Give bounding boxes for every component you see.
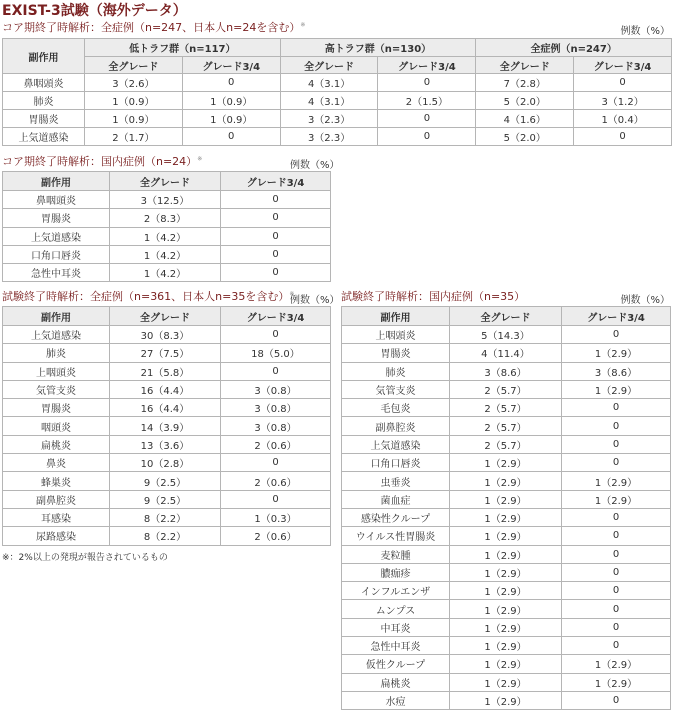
cell-value: 30（8.3）	[110, 326, 221, 344]
adverse-reaction-name: 肺炎	[3, 92, 85, 110]
cell-value: 2（0.6）	[221, 527, 331, 545]
adverse-reaction-name: 毛包炎	[342, 399, 450, 417]
cell-value: 0	[221, 490, 331, 508]
cell-value: 0	[221, 326, 331, 344]
cell-value: 3（8.6）	[562, 362, 671, 380]
col-header: 副作用	[3, 307, 110, 326]
cell-value: 0	[562, 454, 671, 472]
cell-value: 0	[378, 110, 476, 128]
table-row	[3, 490, 331, 508]
cell-value: 1（0.9）	[182, 110, 280, 128]
adverse-reaction-name: 胃腸炎	[3, 110, 85, 128]
cell-value: 13（3.6）	[110, 435, 221, 453]
cell-value: 1（2.9）	[450, 527, 562, 545]
adverse-reaction-name: 扁桃炎	[3, 435, 110, 453]
sub-col-header: グレード3/4	[182, 57, 280, 74]
table-row	[342, 362, 671, 380]
adverse-reaction-name: 上咽頭炎	[3, 362, 110, 380]
cell-value: 4（3.1）	[280, 74, 378, 92]
cell-value: 1（2.9）	[562, 344, 671, 362]
table-core-domestic	[2, 171, 331, 282]
table-row	[342, 618, 671, 636]
table-row	[342, 380, 671, 398]
cell-value: 1（2.9）	[450, 637, 562, 655]
table-row	[3, 344, 331, 362]
sub-col-header: 全グレード	[476, 57, 574, 74]
col-header: グレード3/4	[562, 307, 671, 326]
col-header-adverse-reaction: 副作用	[3, 39, 85, 74]
section3-label	[2, 288, 294, 304]
table-row	[3, 508, 331, 526]
adverse-reaction-name: ムンプス	[342, 600, 450, 618]
cell-value: 0	[221, 264, 331, 282]
table-row	[3, 227, 331, 245]
table-row	[3, 472, 331, 490]
table-row	[342, 637, 671, 655]
table-row	[3, 110, 672, 128]
adverse-reaction-name: インフルエンザ	[342, 582, 450, 600]
cell-value: 1（2.9）	[562, 673, 671, 691]
cell-value: 5（2.0）	[476, 128, 574, 146]
cell-value: 0	[562, 563, 671, 581]
cell-value: 1（0.9）	[182, 92, 280, 110]
cell-value: 0	[562, 399, 671, 417]
cell-value: 10（2.8）	[110, 454, 221, 472]
adverse-reaction-name: 扁桃炎	[342, 673, 450, 691]
table-row	[3, 264, 331, 282]
adverse-reaction-name: 耳感染	[3, 508, 110, 526]
section1-mark: ※	[300, 21, 306, 29]
cell-value: 1（2.9）	[450, 563, 562, 581]
cell-value: 5（14.3）	[450, 326, 562, 344]
cell-value: 0	[562, 527, 671, 545]
cell-value: 0	[562, 508, 671, 526]
cell-value: 4（3.1）	[280, 92, 378, 110]
cell-value: 0	[562, 582, 671, 600]
cell-value: 21（5.8）	[110, 362, 221, 380]
table-row	[342, 563, 671, 581]
adverse-reaction-name: 尿路感染	[3, 527, 110, 545]
table-row	[342, 326, 671, 344]
cell-value: 1（2.9）	[562, 472, 671, 490]
table-row	[342, 490, 671, 508]
cell-value: 1（2.9）	[450, 582, 562, 600]
cell-value: 1（2.9）	[450, 545, 562, 563]
cell-value: 3（2.6）	[85, 74, 183, 92]
table-row	[342, 655, 671, 673]
cell-value: 1（2.9）	[562, 655, 671, 673]
table-row	[3, 380, 331, 398]
adverse-reaction-name: 肺炎	[3, 344, 110, 362]
adverse-reaction-name: 口角口唇炎	[342, 454, 450, 472]
group-header-all-cases: 全症例（n=247）	[476, 39, 672, 57]
table-row	[3, 417, 331, 435]
cell-value: 1（2.9）	[450, 490, 562, 508]
section3-mark: ※	[289, 290, 295, 298]
table-row	[3, 209, 331, 227]
table-row	[3, 454, 331, 472]
cell-value: 1（4.2）	[110, 227, 221, 245]
cell-value: 0	[562, 545, 671, 563]
cell-value: 0	[378, 128, 476, 146]
table-row	[342, 600, 671, 618]
table-final-all-cases	[2, 306, 331, 546]
sub-col-header: グレード3/4	[378, 57, 476, 74]
section2-unit: 例数（%）	[290, 160, 340, 171]
cell-value: 1（0.3）	[221, 508, 331, 526]
cell-value: 3（8.6）	[450, 362, 562, 380]
table-row	[3, 527, 331, 545]
cell-value: 27（7.5）	[110, 344, 221, 362]
table-row	[342, 344, 671, 362]
footnote: ※：2%以上の発現が報告されているもの	[2, 553, 168, 563]
page-title: EXIST-3試験（海外データ）	[2, 3, 187, 19]
cell-value: 8（2.2）	[110, 527, 221, 545]
col-header: 副作用	[342, 307, 450, 326]
cell-value: 0	[562, 600, 671, 618]
cell-value: 2（1.7）	[85, 128, 183, 146]
cell-value: 0	[574, 128, 672, 146]
table-row	[342, 472, 671, 490]
adverse-reaction-name: 鼻炎	[3, 454, 110, 472]
cell-value: 0	[182, 128, 280, 146]
section3-label-text: 試験終了時解析：全症例（n=361、日本人n=35を含む）	[2, 290, 290, 303]
table-core-all-cases	[2, 38, 672, 146]
cell-value: 2（1.5）	[378, 92, 476, 110]
col-header: 全グレード	[450, 307, 562, 326]
adverse-reaction-name: 上気道感染	[342, 435, 450, 453]
adverse-reaction-name: 口角口唇炎	[3, 245, 110, 263]
table-row	[342, 454, 671, 472]
cell-value: 5（2.0）	[476, 92, 574, 110]
col-header: 全グレード	[110, 172, 221, 191]
sub-col-header: 全グレード	[280, 57, 378, 74]
adverse-reaction-name: 肺炎	[342, 362, 450, 380]
cell-value: 2（5.7）	[450, 417, 562, 435]
cell-value: 1（2.9）	[562, 380, 671, 398]
adverse-reaction-name: 虫垂炎	[342, 472, 450, 490]
cell-value: 1（0.4）	[574, 110, 672, 128]
col-header: 全グレード	[110, 307, 221, 326]
cell-value: 1（2.9）	[450, 454, 562, 472]
cell-value: 2（8.3）	[110, 209, 221, 227]
cell-value: 0	[182, 74, 280, 92]
section1-label-text: コア期終了時解析：全症例（n=247、日本人n=24を含む）	[2, 21, 301, 34]
adverse-reaction-name: 胃腸炎	[3, 399, 110, 417]
cell-value: 0	[562, 326, 671, 344]
cell-value: 0	[562, 637, 671, 655]
cell-value: 0	[221, 227, 331, 245]
table-row	[3, 191, 331, 209]
adverse-reaction-name: 急性中耳炎	[342, 637, 450, 655]
table-row	[342, 527, 671, 545]
adverse-reaction-name: 上気道感染	[3, 326, 110, 344]
cell-value: 16（4.4）	[110, 399, 221, 417]
table-row	[342, 545, 671, 563]
cell-value: 0	[562, 435, 671, 453]
group-header-high-trough: 高トラフ群（n=130）	[280, 39, 476, 57]
cell-value: 1（2.9）	[450, 472, 562, 490]
cell-value: 2（5.7）	[450, 380, 562, 398]
adverse-reaction-name: 胃腸炎	[3, 209, 110, 227]
cell-value: 3（0.8）	[221, 417, 331, 435]
table-row	[3, 362, 331, 380]
sub-col-header: グレード3/4	[574, 57, 672, 74]
adverse-reaction-name: 上咽頭炎	[342, 326, 450, 344]
cell-value: 2（5.7）	[450, 399, 562, 417]
cell-value: 0	[378, 74, 476, 92]
adverse-reaction-name: 中耳炎	[342, 618, 450, 636]
adverse-reaction-name: 咽頭炎	[3, 417, 110, 435]
adverse-reaction-name: 水痘	[342, 691, 450, 709]
cell-value: 1（2.9）	[562, 490, 671, 508]
sub-col-header: 全グレード	[85, 57, 183, 74]
table-row	[3, 399, 331, 417]
section4-unit: 例数（%）	[620, 295, 670, 306]
cell-value: 0	[562, 417, 671, 435]
cell-value: 0	[221, 454, 331, 472]
adverse-reaction-name: 副鼻腔炎	[3, 490, 110, 508]
table-row	[3, 326, 331, 344]
cell-value: 0	[221, 209, 331, 227]
cell-value: 3（1.2）	[574, 92, 672, 110]
table-row	[3, 245, 331, 263]
adverse-reaction-name: ウイルス性胃腸炎	[342, 527, 450, 545]
section1-unit: 例数（%）	[620, 26, 670, 37]
col-header: 副作用	[3, 172, 110, 191]
adverse-reaction-name: 蜂巣炎	[3, 472, 110, 490]
cell-value: 9（2.5）	[110, 472, 221, 490]
cell-value: 2（5.7）	[450, 435, 562, 453]
cell-value: 0	[221, 245, 331, 263]
cell-value: 2（0.6）	[221, 472, 331, 490]
cell-value: 3（0.8）	[221, 380, 331, 398]
cell-value: 3（12.5）	[110, 191, 221, 209]
cell-value: 4（1.6）	[476, 110, 574, 128]
table-row	[342, 582, 671, 600]
cell-value: 1（2.9）	[450, 691, 562, 709]
cell-value: 2（0.6）	[221, 435, 331, 453]
cell-value: 3（2.3）	[280, 128, 378, 146]
cell-value: 18（5.0）	[221, 344, 331, 362]
cell-value: 9（2.5）	[110, 490, 221, 508]
col-header: グレード3/4	[221, 172, 331, 191]
cell-value: 1（2.9）	[450, 618, 562, 636]
table-row	[342, 399, 671, 417]
adverse-reaction-name: 麦粒腫	[342, 545, 450, 563]
cell-value: 1（0.9）	[85, 110, 183, 128]
cell-value: 1（2.9）	[450, 673, 562, 691]
col-header: グレード3/4	[221, 307, 331, 326]
table-row	[342, 508, 671, 526]
cell-value: 4（11.4）	[450, 344, 562, 362]
adverse-reaction-name: 気管支炎	[342, 380, 450, 398]
cell-value: 0	[562, 691, 671, 709]
adverse-reaction-name: 胃腸炎	[342, 344, 450, 362]
cell-value: 3（0.8）	[221, 399, 331, 417]
table-row	[342, 435, 671, 453]
section1-label	[2, 19, 305, 35]
cell-value: 8（2.2）	[110, 508, 221, 526]
adverse-reaction-name: 鼻咽頭炎	[3, 74, 85, 92]
cell-value: 1（4.2）	[110, 245, 221, 263]
cell-value: 7（2.8）	[476, 74, 574, 92]
cell-value: 1（2.9）	[450, 600, 562, 618]
section2-label-text: コア期終了時解析：国内症例（n=24）	[2, 155, 198, 168]
cell-value: 1（2.9）	[450, 508, 562, 526]
cell-value: 0	[562, 618, 671, 636]
section2-label	[2, 153, 202, 169]
adverse-reaction-name: 上気道感染	[3, 227, 110, 245]
table-row	[342, 673, 671, 691]
cell-value: 1（4.2）	[110, 264, 221, 282]
group-header-low-trough: 低トラフ群（n=117）	[85, 39, 281, 57]
adverse-reaction-name: 急性中耳炎	[3, 264, 110, 282]
table-row	[3, 74, 672, 92]
table-final-domestic	[341, 306, 671, 710]
cell-value: 16（4.4）	[110, 380, 221, 398]
table-row	[3, 435, 331, 453]
adverse-reaction-name: 膿痂疹	[342, 563, 450, 581]
adverse-reaction-name: 副鼻腔炎	[342, 417, 450, 435]
adverse-reaction-name: 感染性クループ	[342, 508, 450, 526]
table-row	[3, 128, 672, 146]
section2-mark: ※	[197, 155, 203, 163]
adverse-reaction-name: 気管支炎	[3, 380, 110, 398]
cell-value: 0	[221, 362, 331, 380]
adverse-reaction-name: 上気道感染	[3, 128, 85, 146]
cell-value: 14（3.9）	[110, 417, 221, 435]
table-row	[3, 92, 672, 110]
adverse-reaction-name: 鼻咽頭炎	[3, 191, 110, 209]
cell-value: 1（2.9）	[450, 655, 562, 673]
cell-value: 0	[574, 74, 672, 92]
section4-label: 試験終了時解析：国内症例（n=35）	[341, 290, 526, 303]
cell-value: 3（2.3）	[280, 110, 378, 128]
cell-value: 1（0.9）	[85, 92, 183, 110]
adverse-reaction-name: 菌血症	[342, 490, 450, 508]
cell-value: 0	[221, 191, 331, 209]
table-row	[342, 691, 671, 709]
section3-unit: 例数（%）	[290, 295, 340, 306]
table-row	[342, 417, 671, 435]
adverse-reaction-name: 仮性クループ	[342, 655, 450, 673]
